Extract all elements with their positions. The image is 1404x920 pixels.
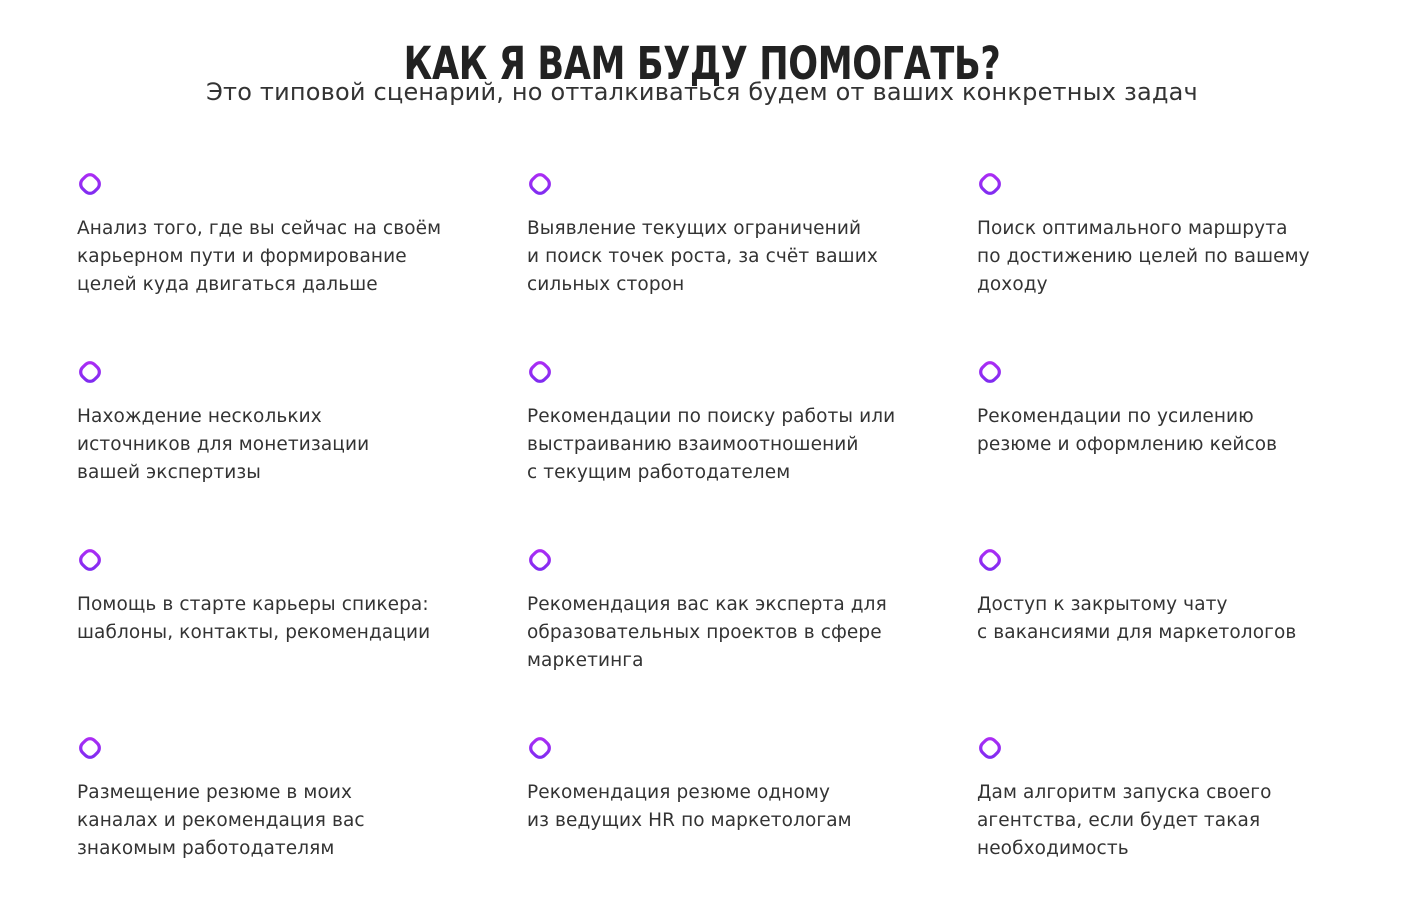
service-item [977, 356, 1377, 544]
service-item [977, 732, 1377, 920]
service-item [527, 544, 977, 732]
service-item-text: Выявление текущих ограничений и поиск точек роста, за счёт ваших сильных сторон [527, 218, 878, 296]
service-item [527, 356, 977, 544]
service-item [77, 356, 527, 544]
rounded-square-outline-icon [527, 735, 553, 761]
service-item-text: Доступ к закрытому чату с вакансиями для маркетологов [977, 594, 1297, 644]
service-item-text: Рекомендация резюме одному из ведущих HR по маркетологам [527, 782, 852, 832]
service-item-text: Анализ того, где вы сейчас на своём карьерном пути и формирование целей куда двигаться дальше [77, 218, 442, 296]
service-item [527, 732, 977, 920]
page-subtitle: Это типовой сценарий, но отталкиваться будем от ваших конкретных задач [206, 78, 1198, 106]
rounded-square-outline-icon [527, 359, 553, 385]
rounded-square-outline-icon [77, 735, 103, 761]
service-item-text: Нахождение нескольких источников для монетизации вашей экспертизы [77, 406, 370, 484]
service-item [77, 544, 527, 732]
rounded-square-outline-icon [977, 171, 1003, 197]
service-item [977, 168, 1377, 356]
service-item-text: Рекомендация вас как эксперта для образовательных проектов в сфере маркетинга [527, 594, 887, 672]
rounded-square-outline-icon [977, 735, 1003, 761]
rounded-square-outline-icon [77, 359, 103, 385]
service-item-text: Рекомендации по усилению резюме и оформлению кейсов [977, 406, 1278, 456]
service-item [77, 732, 527, 920]
service-item-text: Помощь в старте карьеры спикера: шаблоны, контакты, рекомендации [77, 594, 431, 644]
rounded-square-outline-icon [77, 547, 103, 573]
rounded-square-outline-icon [77, 171, 103, 197]
service-item [977, 544, 1377, 732]
rounded-square-outline-icon [977, 547, 1003, 573]
rounded-square-outline-icon [977, 359, 1003, 385]
rounded-square-outline-icon [527, 547, 553, 573]
service-item-text: Рекомендации по поиску работы или выстраиванию взаимоотношений с текущим работодателем [527, 406, 896, 484]
service-item-text: Дам алгоритм запуска своего агентства, если будет такая необходимость [977, 782, 1272, 860]
service-item-text: Поиск оптимального маршрута по достижению целей по вашему доходу [977, 218, 1310, 296]
service-item [527, 168, 977, 356]
page-title: КАК Я ВАМ БУДУ ПОМОГАТЬ? [403, 37, 1001, 91]
service-item [77, 168, 527, 356]
service-item-text: Размещение резюме в моих каналах и рекомендация вас знакомым работодателям [77, 782, 365, 860]
services-grid [77, 168, 1377, 920]
rounded-square-outline-icon [527, 171, 553, 197]
